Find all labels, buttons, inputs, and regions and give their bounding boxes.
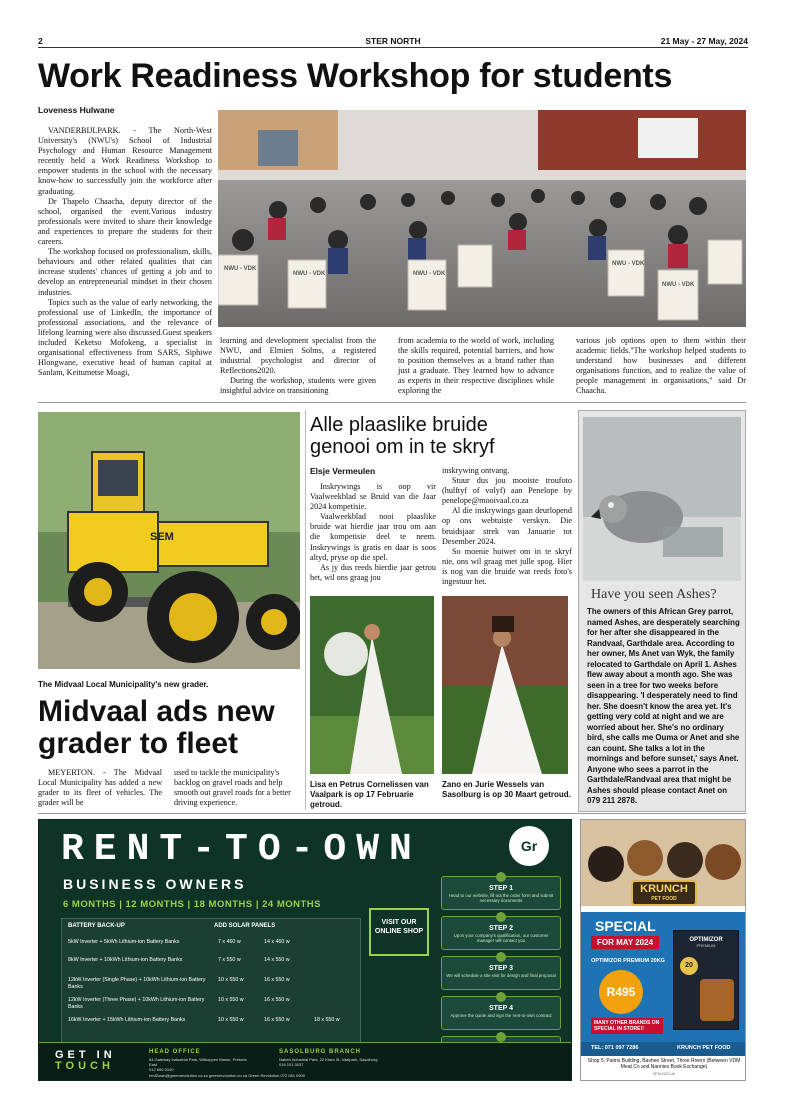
special-label: SPECIAL: [595, 918, 656, 934]
paragraph: So moenie huiwer om in te skryf nie, ons wil graag met julle spog. Hier is nog van die bruide wat reeds foto's ingestuur het.: [442, 546, 572, 587]
bride-photo-1: [310, 596, 434, 774]
steps-list: [441, 876, 561, 1070]
ashes-body: The owners of this African Grey parrot, named Ashes, are desperately searching for her after she disappeared in the Randvaal, Garthdale area. According to her owner, Ms Anet van Wyk, the family relocated to Garthdale on April 1. Ashes flew away about a month ago. She was seen in a tree for two weeks before disappearing. 'I desperately need to find her. She doesn't know the area yet. It's getting very cold at night and we are worried about her. She's no ordinary bird, she calls me Ouma or Anet and she can count. She talks a lot in the mornings and before sunset,' says Anet. Anyone who sees a parrot in the Garthdale/Randvaal area that might be Ashes should please contact Anet on 079 211 2878.: [587, 607, 740, 805]
brand-logo: Gr: [509, 826, 549, 866]
grader-column-1: [38, 768, 162, 808]
step-icon: [496, 872, 506, 882]
ad-footer: [39, 1042, 571, 1080]
rent-to-own-ad[interactable]: [38, 819, 572, 1081]
shop-address: Shop 5, Palms Building, Bashee Street, Three Rivers (Between VDM Meat Co and Nannies Book Exchange): [587, 1058, 741, 1070]
article-byline: Loveness Hulwane: [38, 105, 115, 115]
paragraph: Al die inskrywings gaan deurlopend op ons webtuiste verskyn. Die bruidsjaar strek van Januarie tot Desember 2024.: [442, 506, 572, 546]
more-brands: MANY OTHER BRANDS ON SPECIAL IN STORE!!: [591, 1018, 663, 1034]
head-office-label: HEAD OFFICE: [149, 1049, 201, 1055]
bride-column-2: [442, 466, 572, 587]
headline-line: Alle plaaslike bruide: [310, 414, 488, 436]
chair-label: NWU - VDK: [224, 266, 257, 272]
chair-label: NWU - VDK: [662, 282, 695, 288]
step-card: STEP 3 We will schedule a site visit for design and final proposal: [441, 956, 561, 990]
product-name: OPTIMIZOR PREMIUM 20KG: [591, 958, 665, 964]
article-headline: Work Readiness Workshop for students: [38, 57, 673, 95]
phone-number[interactable]: TEL: 071 097 7286: [591, 1045, 639, 1051]
ad-subtitle: BUSINESS OWNERS: [63, 876, 247, 892]
article-column-2: [220, 336, 376, 397]
ashes-box: [578, 410, 746, 812]
headline-line: Midvaal ads new: [38, 695, 275, 728]
paragraph: inskrywing ontvang.: [442, 466, 510, 475]
section-title: STER NORTH: [365, 36, 421, 46]
article-column-4: [576, 336, 746, 397]
paragraph: various job options open to them within their academic fields."The workshop helped students to understand how businesses and different organisations function, and to realize the value of people management in organisations," said Dr Chaacha.: [576, 336, 746, 396]
section-divider: [38, 402, 746, 403]
section-divider: [38, 813, 746, 814]
grader-headline: [38, 696, 300, 760]
paragraph: Topics such as the value of early networking, the professional use of LinkedIn, the importance of professional associations, and the relevance of lifelong learning were also discussed.Guest speakers included Keketso Mofokeng, a specialist in organisational effectiveness from SARS, Siphiwe Hlongwane, executive head of human capital at Sanlam, Keitumetse Moagi,: [38, 297, 212, 378]
grader-brand: SEM: [150, 531, 174, 543]
table-header: BATTERY BACK-UP: [68, 923, 125, 929]
step-icon: [496, 912, 506, 922]
facebook-link[interactable]: KRUNCH PET FOOD: [677, 1045, 731, 1051]
bag-premium: PREMIUM: [696, 943, 716, 948]
chair-label: NWU - VDK: [293, 271, 326, 277]
step-card: STEP 1 Head to our website, fill out the order form and submit necessary documents: [441, 876, 561, 910]
bride-column-1: [310, 482, 436, 583]
chair-label: NWU - VDK: [413, 271, 446, 277]
bride-headline: [310, 414, 572, 458]
for-may-label: FOR MAY 2024: [591, 936, 659, 949]
paragraph: VANDERBIJLPARK. - The North-West University's (NWU's) School of Industrial Psychology and Human Resource Management recently held a Work Readiness Workshop to empower students in the school with the necessary know-how to successfully join the workforce after graduating.: [38, 126, 212, 196]
page-header: [38, 34, 748, 48]
paragraph: from academia to the world of work, including the skills required, potential barriers, and how to position themselves as a brand rather than just a graduate. They learned how to advance as experts in their respective disciplines while exploring the: [398, 336, 554, 396]
step-icon: [496, 952, 506, 962]
workshop-photo: [218, 110, 746, 327]
page-number: 2: [38, 36, 43, 46]
headline-line: genooi om in te skryf: [310, 436, 495, 458]
krunch-ad[interactable]: [580, 819, 746, 1081]
table-header: ADD SOLAR PANELS: [214, 923, 276, 929]
bride-caption-2: Zano en Jurie Wessels van Sasolburg is op 30 Maart getroud.: [442, 780, 571, 799]
paragraph: During the workshop, students were given insightful advice on transitioning: [220, 376, 376, 396]
contact-bar: [581, 1042, 746, 1056]
article-column-3: [398, 336, 554, 397]
paragraph: Inskrywings is oop vir Vaalweekblad se Bruid van die Jaar 2024 kompetisie.: [310, 482, 436, 512]
bride-caption-1: Lisa en Petrus Cornelissen van Vaalpark is op 17 Februarie getroud.: [310, 780, 429, 809]
step-card: STEP 2 Upon your company's qualification, our customer manager will contact you: [441, 916, 561, 950]
bag-brand: OPTIMIZOR: [689, 937, 723, 943]
chair-label: NWU - VDK: [612, 261, 645, 267]
article-column-1: [38, 126, 212, 378]
bride-photo-2: [442, 596, 568, 774]
branch-label: SASOLBURG BRANCH: [279, 1049, 361, 1055]
ad-code: SFM-K021-dd: [653, 1072, 675, 1076]
visit-shop-badge[interactable]: VISIT OUR ONLINE SHOP: [369, 908, 429, 956]
bag-kg: 20: [680, 957, 698, 975]
grader-photo: [38, 412, 300, 669]
head-office-address: 64 Gateway Industrial Park, Witkoppen Manor, Pretoria East 012 650 0310: [149, 1057, 247, 1072]
contact-line[interactable]: rent2own@greenrevolution.co.za greenrevolution.co.za Green Revolution 072 081 0900: [149, 1073, 305, 1078]
food-bag: [673, 930, 739, 1030]
bride-byline: Elsje Vermeulen: [310, 466, 376, 476]
price-badge: R495: [599, 970, 643, 1014]
step-icon: [496, 992, 506, 1002]
column-divider: [305, 410, 306, 810]
paragraph: Stuur dus jou mooiste troufoto (hulftyf of volyf) aan Penelope by penelope@mooivaal.co.za: [442, 476, 572, 506]
grader-caption: The Midvaal Local Municipality's new grader.: [38, 680, 209, 689]
ashes-headline: Have you seen Ashes?: [591, 587, 717, 602]
paragraph: MEYERTON. - The Midvaal Local Municipality has added a new grader to its fleet of vehicles. The grader will be: [38, 768, 162, 808]
pricing-table: BATTERY BACK-UP ADD SOLAR PANELS 5kW Inverter + 5kWh Lithium-ion Battery Banks 7 x 460 w 14 x 460 w 8kW Inverter + 10kWh Lithium-ion Battery Banks 7 x 550 w 14 x 550 w 12kW Inverter (Single Phase) + 10kWh Lithium-ion Battery Banks 10 x 550 w 16 x 550 w 12kW Inverter (Three Phase) + 10kWh Lithium-ion Battery Banks 10 x 550 w 16 x 550 w 16kW Inverter + 15kWh Lithium-ion Battery Banks 10 x 550 w 16 x 550 w 18 x 550 w: [61, 918, 361, 1081]
step-card: STEP 4 Approve the quote and sign the rent-to-own contract: [441, 996, 561, 1030]
krunch-logo: KRUNCH PET FOOD: [631, 880, 697, 906]
grader-column-2: [174, 768, 298, 808]
step-icon: [496, 1032, 506, 1042]
parrot-photo: [583, 417, 741, 581]
paragraph: The workshop focused on professionalism, skills, behaviours and other related qualities that can increase students' chances of getting a job and to develop an entrepreneurial mindset in their chosen industries.: [38, 247, 212, 297]
paragraph: Dr Thapelo Chaacha, deputy director of the school, organised the event.Various industry professionals were invited to share their knowledge and experiences to prepare the students for their careers.: [38, 196, 212, 247]
ad-title: RENT-TO-OWN: [61, 828, 422, 871]
ad-months: 6 MONTHS | 12 MONTHS | 18 MONTHS | 24 MONTHS: [63, 899, 322, 910]
headline-line: grader to fleet: [38, 727, 239, 760]
paragraph: learning and development specialist from the NWU, and Elmien Solms, a registered industrial psychologist and director of Reflections2020.: [220, 336, 376, 376]
get-in-touch: GET IN TOUCH: [55, 1049, 116, 1072]
branch-address: Nabeh Industrial Park, 22 Klara St, Vaalpark, Sasolburg 016 101 0037: [279, 1057, 378, 1067]
dog-image: [700, 979, 734, 1021]
paragraph: As jy dus reeds hierdie jaar getrou het, wil ons graag jou: [310, 562, 436, 582]
issue-date: 21 May - 27 May, 2024: [660, 36, 748, 46]
paragraph: used to tackle the municipality's backlog on gravel roads and help smooth out gravel roads for a better driving experience.: [174, 768, 291, 808]
paragraph: Vaalweekblad nooi plaaslike bruide wat hierdie jaar trou om aan die kompetisie deel te neem. Inskrywings is gratis en daar is soos altyd, pryse op die spel.: [310, 512, 436, 562]
